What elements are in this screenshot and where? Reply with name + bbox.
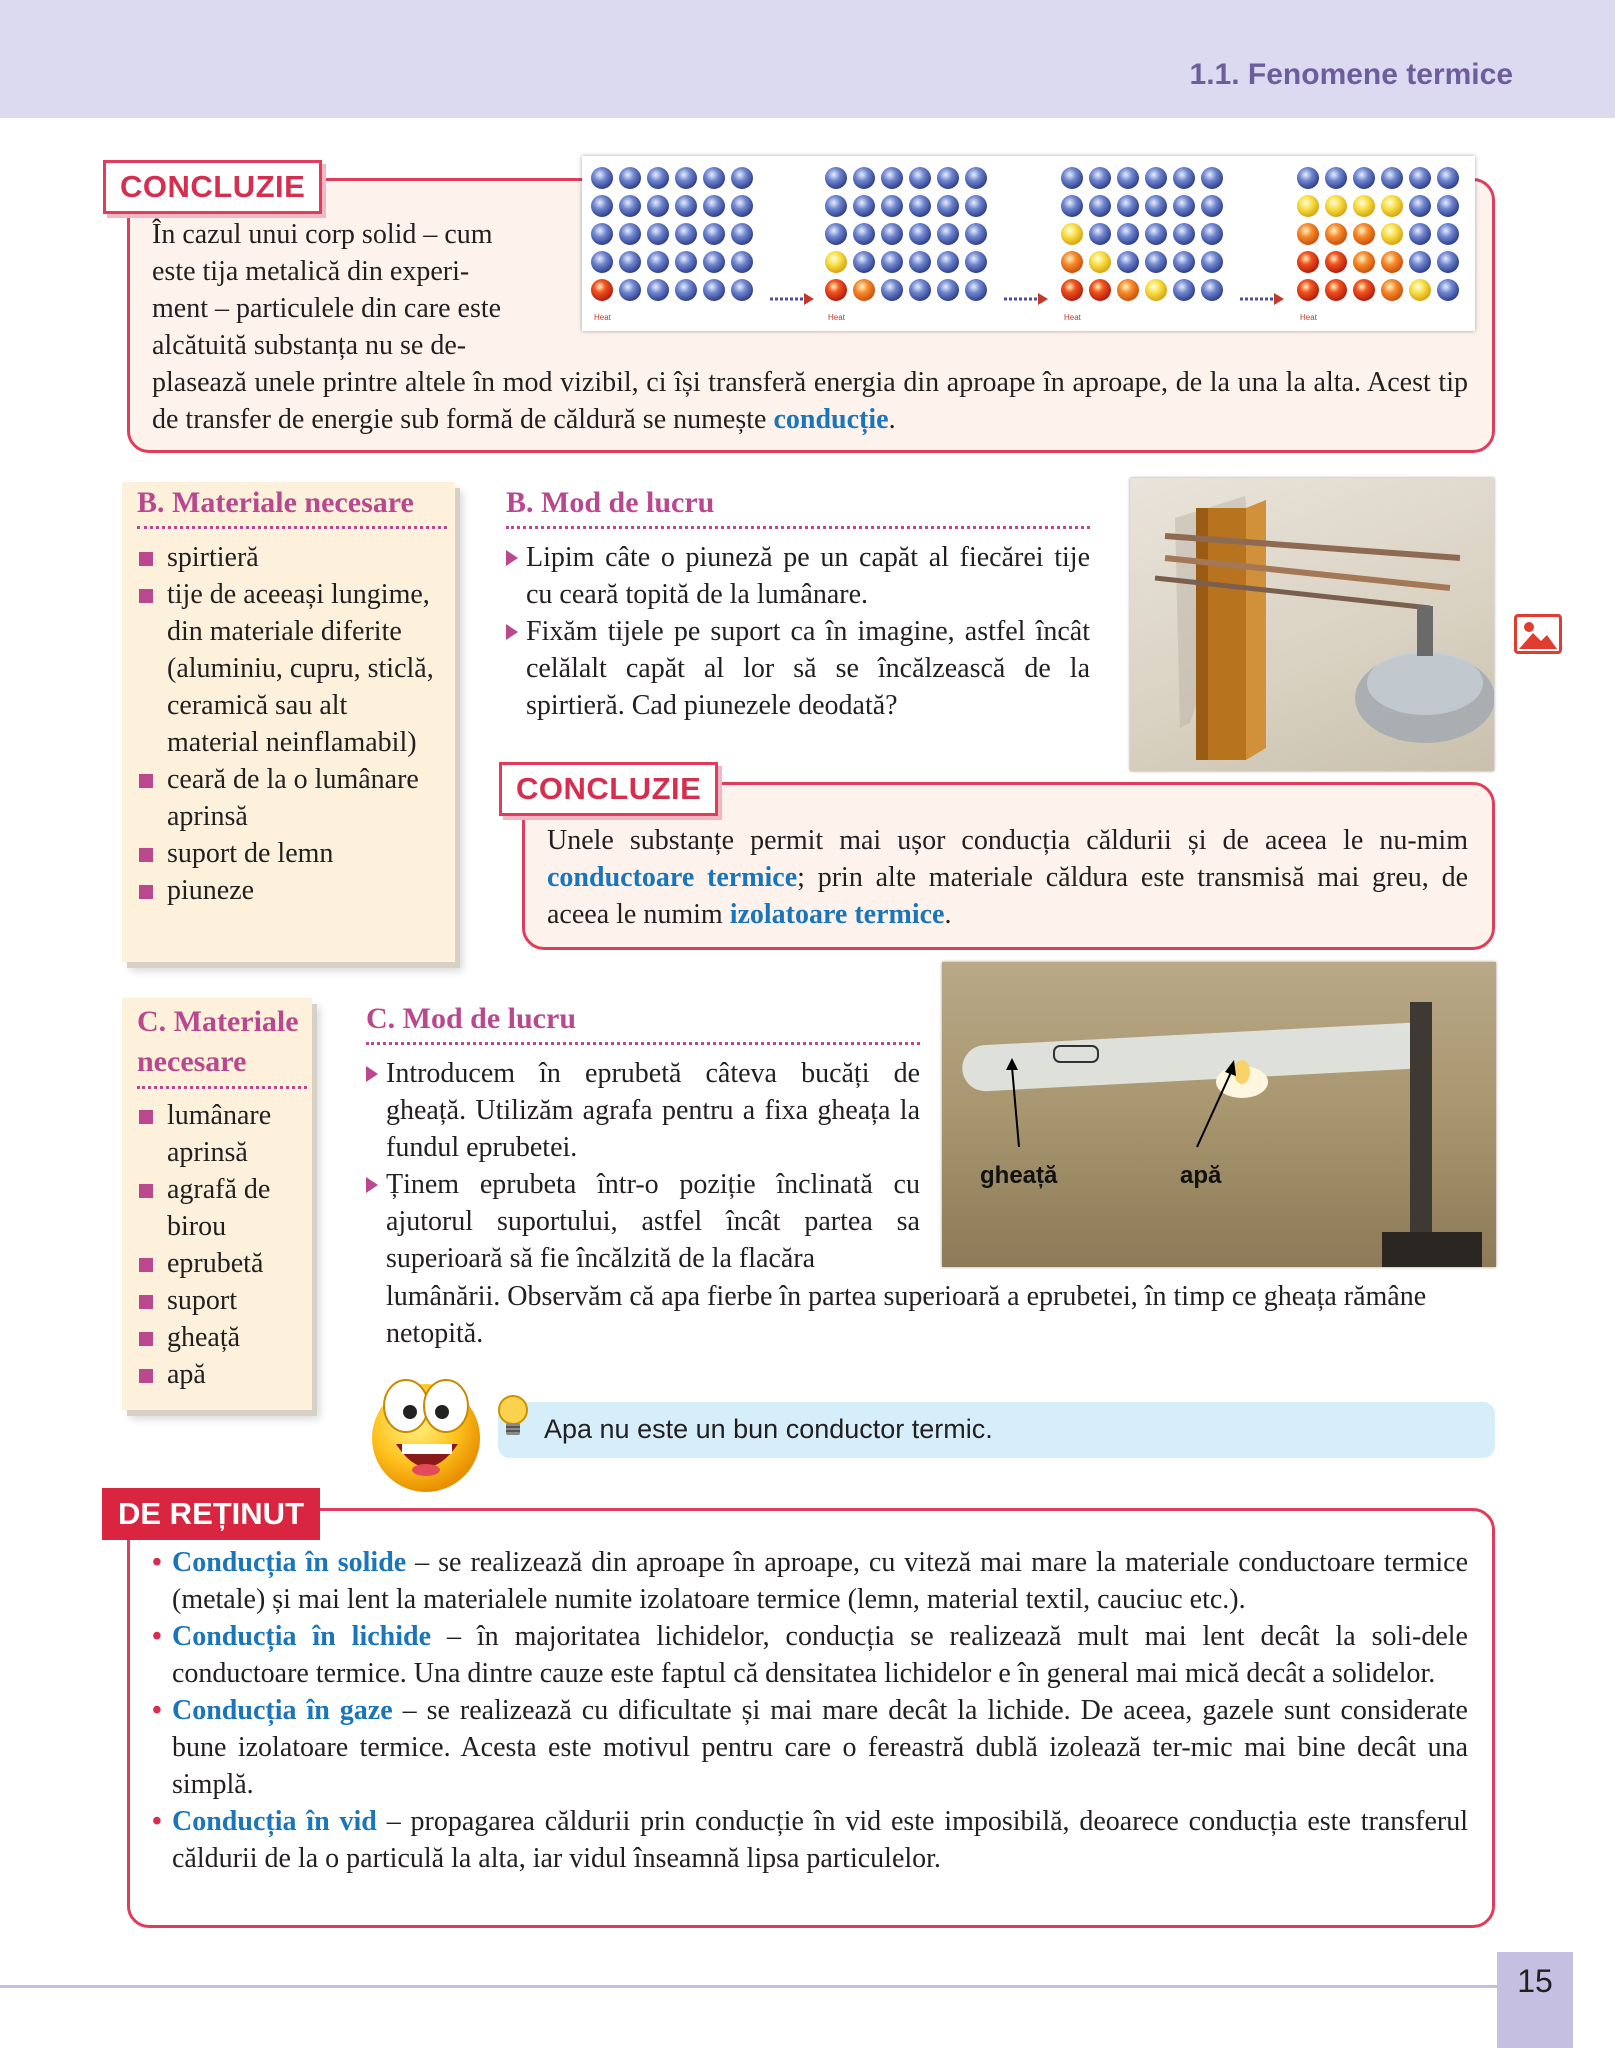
list-item: • Conducția în vid – propagarea căldurii prin conducție în vid este imposibilă, deoarece conducția este transferul căldurii de la o particulă la alta, iar vidul înseamnă lipsa particulelor. [152, 1803, 1468, 1877]
steps-list-b [506, 539, 1090, 724]
particle [1117, 195, 1139, 217]
particle [937, 251, 959, 273]
particle [1201, 167, 1223, 189]
particle [675, 279, 697, 301]
particle [647, 223, 669, 245]
particle [647, 167, 669, 189]
particle [1353, 195, 1375, 217]
particle [591, 195, 613, 217]
list-item: • Conducția în lichide – în majoritatea lichidelor, conducția se realizează mult mai lent decât la soli-dele conductoare termice. Una dintre cauze este faptul că densitatea lichidelor e în general mai mică decât a solidelor. [152, 1618, 1468, 1692]
particle [591, 223, 613, 245]
particle [825, 195, 847, 217]
particle [703, 167, 725, 189]
chapter-title: 1.1. Fenomene termice [1189, 58, 1513, 91]
list-item: tije de aceeași lungime, din materiale diferite (aluminiu, cupru, sticlă, ceramică sau alt material neinflamabil) [137, 576, 437, 761]
particle [591, 167, 613, 189]
particle [619, 195, 641, 217]
conclusion-tag-2: CONCLUZIE [499, 762, 718, 816]
particle [647, 279, 669, 301]
particle [909, 195, 931, 217]
particle [881, 195, 903, 217]
particle [881, 279, 903, 301]
particle [1381, 167, 1403, 189]
particle [937, 195, 959, 217]
particle [1325, 223, 1347, 245]
particle [1353, 167, 1375, 189]
particle [853, 279, 875, 301]
particle [675, 167, 697, 189]
heat-label: Heat [1300, 313, 1317, 322]
label-ice: gheață [980, 1162, 1058, 1189]
particle [1061, 167, 1083, 189]
list-item: lumânare aprinsă [137, 1097, 307, 1171]
particle [1145, 223, 1167, 245]
conclusion-text-2: Unele substanțe permit mai ușor conducția căldurii și de aceea le nu-mim conductoare termice; prin alte materiale căldura este transmisă mai greu, de aceea le numim izolatoare termice. [547, 825, 1469, 930]
heat-label: Heat [1064, 313, 1081, 322]
list-item: gheață [137, 1319, 307, 1356]
photo-rods-experiment [1130, 478, 1494, 771]
list-item: apă [137, 1356, 307, 1393]
particle [853, 195, 875, 217]
particle [1089, 223, 1111, 245]
method-title-c: C. Mod de lucru [366, 1002, 920, 1045]
conclusion-tag-1: CONCLUZIE [103, 160, 322, 214]
remember-list [152, 1544, 1468, 1877]
particle [909, 223, 931, 245]
particle [1173, 223, 1195, 245]
particle [1201, 195, 1223, 217]
particle-diagram [582, 156, 1475, 331]
list-item: Lipim câte o piuneză pe un capăt al fiecărei tije cu ceară topită de la lumânare. [506, 539, 1090, 613]
list-item: • Conducția în gaze – se realizează cu dificultate și mai mare decât la lichide. De aceea, gazele sunt considerate bune izolatoare termice. Acesta este motivul pentru care o fereastră dublă izolează ter-mic mai bine decât una simplă. [152, 1692, 1468, 1803]
rods-illustration [1130, 478, 1494, 771]
particle [1325, 167, 1347, 189]
particle [825, 251, 847, 273]
particle [853, 223, 875, 245]
particle [1437, 195, 1459, 217]
particle [1381, 251, 1403, 273]
particle [591, 279, 613, 301]
particle [1061, 279, 1083, 301]
page-number: 15 [1517, 1963, 1553, 1999]
particle [675, 223, 697, 245]
particle [1409, 279, 1431, 301]
particle [937, 167, 959, 189]
list-item: spirtieră [137, 539, 437, 576]
particle [647, 251, 669, 273]
particle [1325, 279, 1347, 301]
particle [1173, 279, 1195, 301]
particle [1297, 279, 1319, 301]
particle [1145, 195, 1167, 217]
particle [1409, 223, 1431, 245]
particle [731, 251, 753, 273]
list-item: ceară de la o lumânare aprinsă [137, 761, 437, 835]
particle [703, 195, 725, 217]
particle [675, 251, 697, 273]
particle [881, 251, 903, 273]
footer-line [0, 1985, 1497, 1988]
particle [1381, 279, 1403, 301]
particle [1409, 167, 1431, 189]
particle [619, 251, 641, 273]
particle [1297, 195, 1319, 217]
list-item: suport [137, 1282, 307, 1319]
method-c [366, 1002, 920, 1277]
term-conductoare: conductoare termice [547, 862, 798, 893]
particle [1437, 279, 1459, 301]
particle [703, 279, 725, 301]
particle [1173, 195, 1195, 217]
list-item: suport de lemn [137, 835, 437, 872]
particle [1353, 223, 1375, 245]
particle [1437, 223, 1459, 245]
particle [1325, 195, 1347, 217]
conclusion-line: este tija metalică din experi- [152, 256, 470, 287]
particle [881, 223, 903, 245]
particle [1437, 251, 1459, 273]
particle [1117, 167, 1139, 189]
list-item: Ținem eprubeta într-o poziție înclinată cu ajutorul suportului, astfel încât partea sa superioară să fie încălzită de la flacăra [366, 1166, 920, 1277]
particle [1061, 251, 1083, 273]
conclusion-text-1-rest: plasează unele printre altele în mod vizibil, ci își transferă energia din aproape în aproape, de la una la alta. Acest tip de transfer de energie sub formă de căldură se numește conducție. [152, 367, 1468, 435]
particle [1145, 251, 1167, 273]
particle [1145, 279, 1167, 301]
particle [703, 251, 725, 273]
materials-note-b [122, 482, 455, 962]
conclusion-line: În cazul unui corp solid – cum [152, 219, 493, 250]
particle [1089, 251, 1111, 273]
conclusion-line: alcătuită substanța nu se de- [152, 330, 467, 361]
particle [825, 167, 847, 189]
particle [1117, 251, 1139, 273]
particle [853, 251, 875, 273]
heat-label: Heat [594, 313, 611, 322]
particle [1297, 167, 1319, 189]
particle [937, 279, 959, 301]
particle [619, 279, 641, 301]
particle [1297, 251, 1319, 273]
particle [1089, 167, 1111, 189]
particle [647, 195, 669, 217]
particle [1381, 223, 1403, 245]
conclusion-line: ment – particulele din care este [152, 293, 502, 324]
particle [881, 167, 903, 189]
materials-title-c: C. Materiale necesare [137, 1002, 307, 1089]
particle [1409, 251, 1431, 273]
lightbulb-icon [496, 1393, 530, 1443]
particle [731, 279, 753, 301]
particle [591, 251, 613, 273]
particle [909, 251, 931, 273]
particle [619, 167, 641, 189]
conclusion-text-1 [152, 216, 557, 364]
remember-tag: DE REȚINUT [102, 1488, 320, 1540]
particle [731, 195, 753, 217]
materials-note-c [122, 998, 312, 1410]
particle [1061, 195, 1083, 217]
particle [675, 195, 697, 217]
method-b [506, 486, 1090, 724]
particle [1117, 279, 1139, 301]
materials-list-b [137, 539, 437, 909]
particle [909, 167, 931, 189]
particle [1297, 223, 1319, 245]
gallery-icon[interactable] [1514, 614, 1562, 654]
term-conductie: conducție [773, 404, 889, 435]
particle [937, 223, 959, 245]
label-water: apă [1180, 1162, 1222, 1189]
particle [1381, 195, 1403, 217]
list-item: agrafă de birou [137, 1171, 307, 1245]
particle [1061, 223, 1083, 245]
heat-label: Heat [828, 313, 845, 322]
particle [731, 223, 753, 245]
surprised-face-icon [362, 1366, 490, 1494]
particle [1325, 251, 1347, 273]
particle [1201, 223, 1223, 245]
particle [965, 279, 987, 301]
step-c-continuation: lumânării. Observăm că apa fierbe în partea superioară a eprubetei, în timp ce gheața rămâne netopită. [386, 1281, 1427, 1349]
steps-list-c [366, 1055, 920, 1277]
particle-group [591, 167, 1459, 301]
particle [1173, 167, 1195, 189]
materials-title-b: B. Materiale necesare [137, 486, 447, 529]
particle [1409, 195, 1431, 217]
materials-list-c [137, 1097, 307, 1393]
particle [1201, 251, 1223, 273]
particle [1089, 195, 1111, 217]
particle [1353, 251, 1375, 273]
particle [1173, 251, 1195, 273]
particle [965, 167, 987, 189]
particle [1145, 167, 1167, 189]
test-tube-illustration [942, 962, 1496, 1267]
particle [965, 195, 987, 217]
list-item: piuneze [137, 872, 437, 909]
photo-test-tube-experiment [942, 962, 1496, 1267]
particle [619, 223, 641, 245]
particle [1117, 223, 1139, 245]
particle [1437, 167, 1459, 189]
method-title-b: B. Mod de lucru [506, 486, 1090, 529]
list-item: • Conducția în solide – se realizează din aproape în aproape, cu viteză mai mare la materiale conductoare termice (metale) și mai lent la materialele numite izolatoare termice (lemn, material textil, cauciuc etc.). [152, 1544, 1468, 1618]
particle [825, 223, 847, 245]
list-item: eprubetă [137, 1245, 307, 1282]
particle [1201, 279, 1223, 301]
particle [965, 251, 987, 273]
tip-text: Apa nu este un bun conductor termic. [544, 1414, 993, 1444]
particle [909, 279, 931, 301]
term-izolatoare: izolatoare termice [729, 899, 945, 930]
list-item: Introducem în eprubetă câteva bucăți de gheață. Utilizăm agrafa pentru a fixa gheața la fundul eprubetei. [366, 1055, 920, 1166]
particle-grid-svg [582, 156, 1475, 331]
particle [965, 223, 987, 245]
particle [1089, 279, 1111, 301]
particle [731, 167, 753, 189]
particle [703, 223, 725, 245]
list-item: Fixăm tijele pe suport ca în imagine, astfel încât celălalt capăt al lor să se încălzească de la spirtieră. Cad piunezele deodată? [506, 613, 1090, 724]
particle [1353, 279, 1375, 301]
particle [853, 167, 875, 189]
particle [825, 279, 847, 301]
